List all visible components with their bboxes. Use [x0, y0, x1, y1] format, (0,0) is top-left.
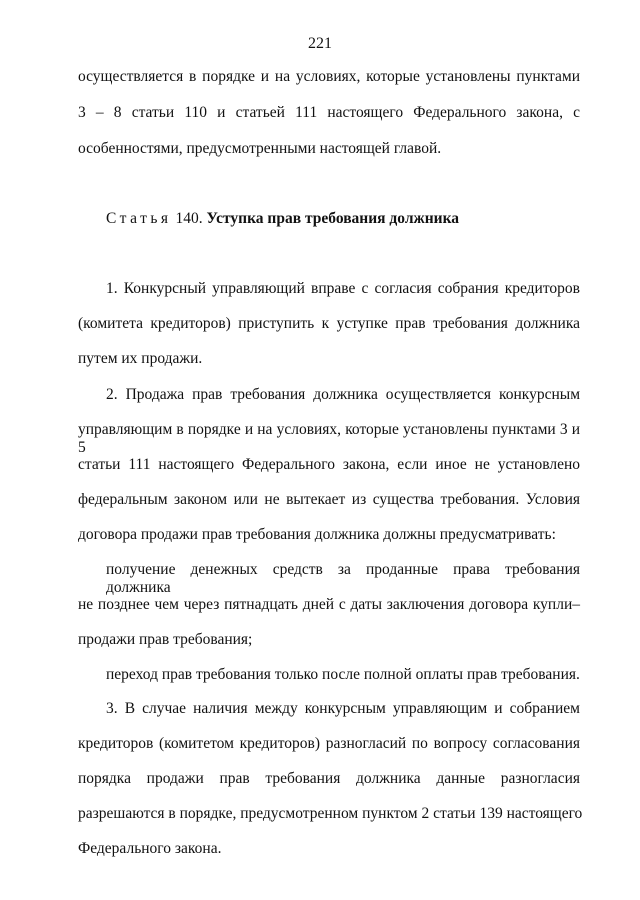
- paragraph-2-line: 2. Продажа прав требования должника осуществляется конкурсным: [106, 386, 580, 403]
- condition-1-line: продажи прав требования;: [78, 631, 253, 648]
- intro-line: осуществляется в порядке и на условиях, которые установлены пунктами: [78, 68, 580, 85]
- intro-line: 3 – 8 статьи 110 и статьей 111 настоящего Федерального закона, с: [78, 104, 580, 121]
- article-title: Уступка прав требования должника: [206, 210, 460, 227]
- page-number: 221: [308, 35, 332, 52]
- condition-1-line: получение денежных средств за проданные права требования должника: [106, 561, 580, 596]
- paragraph-3-line: Федерального закона.: [78, 840, 222, 857]
- condition-1-line: не позднее чем через пятнадцать дней с даты заключения договора купли–: [78, 596, 580, 613]
- paragraph-3-line: 3. В случае наличия между конкурсным управляющим и собранием: [106, 700, 580, 717]
- intro-line: особенностями, предусмотренными настоящей главой.: [78, 140, 442, 157]
- paragraph-1-line: 1. Конкурсный управляющий вправе с согласия собрания кредиторов: [106, 280, 580, 297]
- paragraph-3-line: кредиторов (комитетом кредиторов) разногласий по вопросу согласования: [78, 735, 580, 752]
- paragraph-1-line: (комитета кредиторов) приступить к уступке прав требования должника: [78, 315, 580, 332]
- article-number: 140.: [175, 210, 203, 227]
- paragraph-3-line: разрешаются в порядке, предусмотренном пунктом 2 статьи 139 настоящего: [78, 805, 583, 822]
- paragraph-1-line: путем их продажи.: [78, 350, 203, 367]
- paragraph-3-line: порядка продажи прав требования должника данные разногласия: [78, 770, 580, 787]
- paragraph-2-line: федеральным законом или не вытекает из существа требования. Условия: [78, 491, 580, 508]
- article-heading: [106, 210, 459, 228]
- condition-2-line: переход прав требования только после полной оплаты прав требования.: [106, 666, 580, 683]
- paragraph-2-line: управляющим в порядке и на условиях, которые установлены пунктами 3 и 5: [78, 421, 580, 456]
- article-label: Статья: [106, 210, 172, 227]
- paragraph-2-line: статьи 111 настоящего Федерального закона, если иное не установлено: [78, 456, 580, 473]
- paragraph-2-line: договора продажи прав требования должника должны предусматривать:: [78, 526, 556, 543]
